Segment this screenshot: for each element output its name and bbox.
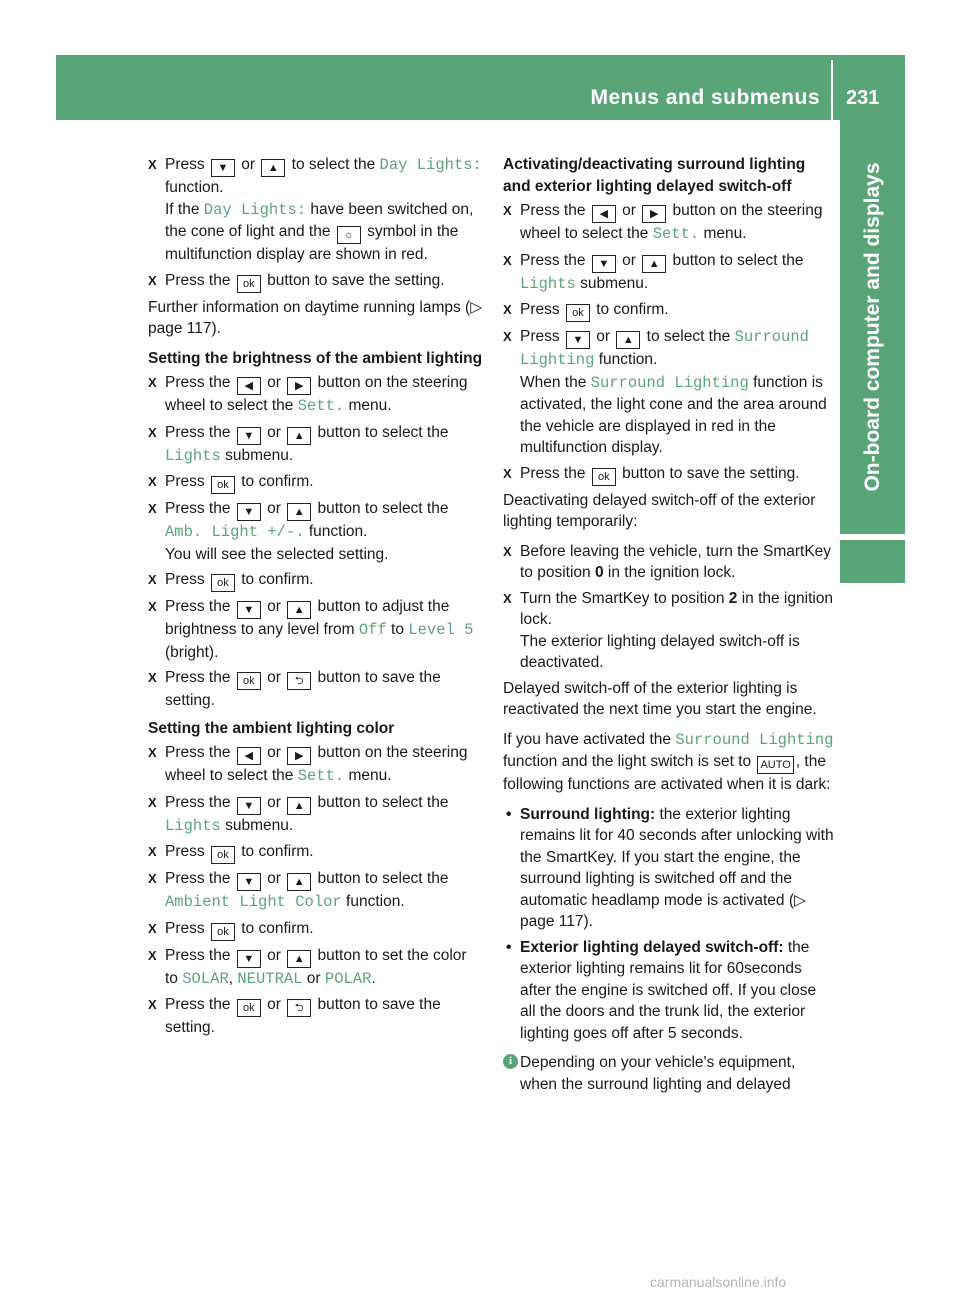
right-icon: ▶ — [287, 747, 311, 765]
down-icon: ▼ — [237, 503, 261, 521]
bullet-item: • Surround lighting: the exterior lighting remains lit for 40 seconds after unlocking with the SmartKey. If you start the engine, the surround lighting is switched off and the automatic headlamp mode is activated (▷ page 117). — [503, 804, 835, 933]
step-item: X Press ok to confirm. — [503, 299, 835, 322]
left-icon: ◀ — [592, 205, 616, 223]
step-item: X Press the ▼ or ▲ button to select the Lights submenu. — [148, 792, 483, 838]
step-item: X Press the ok button to save the setting. — [503, 463, 835, 486]
step-item: X Press the ▼ or ▲ button to select the Lights submenu. — [148, 422, 483, 468]
step-item: X Press the ▼ or ▲ button to select the Ambient Light Color function. — [148, 868, 483, 914]
step-item: X Press the ok button to save the setting. — [148, 270, 483, 293]
section-heading: Activating/deactivating surround lighting and exterior lighting delayed switch-off — [503, 156, 806, 195]
ok-icon: ok — [237, 275, 261, 293]
up-icon: ▲ — [642, 255, 666, 273]
left-icon: ◀ — [237, 377, 261, 395]
right-column — [503, 154, 835, 1095]
down-icon: ▼ — [237, 873, 261, 891]
down-icon: ▼ — [237, 950, 261, 968]
step-item: X Press ok to confirm. — [148, 918, 483, 941]
step-item: X Before leaving the vehicle, turn the SmartKey to position 0 in the ignition lock. — [503, 541, 835, 584]
ok-icon: ok — [211, 846, 235, 864]
step-item: X Press ▼ or ▲ to select the Day Lights: function. If the Day Lights: have been switched on, the cone of light and the ☼ symbol in the multifunction display are shown in red. — [148, 154, 483, 266]
sun-icon: ☼ — [337, 226, 361, 244]
ok-icon: ok — [592, 468, 616, 486]
paragraph: Deactivating delayed switch-off of the exterior lighting temporarily: — [503, 491, 816, 530]
left-icon: ◀ — [237, 747, 261, 765]
down-icon: ▼ — [237, 601, 261, 619]
step-item: X Press the ▼ or ▲ button to select the Amb. Light +/-. function. You will see the selected setting. — [148, 498, 483, 565]
right-icon: ▶ — [287, 377, 311, 395]
up-icon: ▲ — [616, 331, 640, 349]
step-item: X Turn the SmartKey to position 2 in the ignition lock. The exterior lighting delayed switch-off is deactivated. — [503, 588, 835, 674]
up-icon: ▲ — [287, 950, 311, 968]
up-icon: ▲ — [287, 503, 311, 521]
back-icon: ⮌ — [287, 672, 311, 690]
left-column — [148, 154, 483, 1043]
ok-icon: ok — [211, 574, 235, 592]
up-icon: ▲ — [287, 427, 311, 445]
paragraph: If you have activated the Surround Lighting function and the light switch is set to AUTO , the following functions are activated when it is dark: — [503, 730, 834, 793]
up-icon: ▲ — [287, 873, 311, 891]
step-item: X Press the ok or ⮌ button to save the setting. — [148, 667, 483, 712]
step-item: X Press the ok or ⮌ button to save the setting. — [148, 994, 483, 1039]
step-item: X Press the ▼ or ▲ button to adjust the brightness to any level from Off to Level 5 (bright). — [148, 596, 483, 663]
step-item: X Press ok to confirm. — [148, 569, 483, 592]
step-item: X Press ▼ or ▲ to select the Surround Lighting function. When the Surround Lighting function is activated, the light cone and the area around the vehicle are displayed in red in the multifunction display. — [503, 326, 835, 459]
section-heading: Setting the brightness of the ambient lighting — [148, 349, 483, 367]
up-icon: ▲ — [287, 797, 311, 815]
further-info: Further information on daytime running lamps (▷ page 117). — [148, 298, 483, 337]
step-item: X Press the ◀ or ▶ button on the steering wheel to select the Sett. menu. — [148, 372, 483, 418]
ok-icon: ok — [566, 304, 590, 322]
right-icon: ▶ — [642, 205, 666, 223]
side-block — [840, 540, 905, 583]
bullet-item: • Exterior lighting delayed switch-off: the exterior lighting remains lit for 60seconds after the engine is switched off. If you close all the doors and the trunk lid, the exterior lighting goes off after 5 seconds. — [503, 937, 835, 1045]
page-section-title: Menus and submenus — [590, 86, 820, 109]
down-icon: ▼ — [211, 159, 235, 177]
step-item: X Press the ◀ or ▶ button on the steering wheel to select the Sett. menu. — [503, 200, 835, 246]
header-separator — [831, 60, 833, 120]
ok-icon: ok — [237, 672, 261, 690]
ok-icon: ok — [237, 999, 261, 1017]
up-icon: ▲ — [287, 601, 311, 619]
step-item: X Press the ◀ or ▶ button on the steering wheel to select the Sett. menu. — [148, 742, 483, 788]
down-icon: ▼ — [237, 427, 261, 445]
paragraph: Delayed switch-off of the exterior lighting is reactivated the next time you start the engine. — [503, 679, 817, 718]
section-heading: Setting the ambient lighting color — [148, 719, 395, 737]
step-item: X Press the ▼ or ▲ button to select the Lights submenu. — [503, 250, 835, 296]
step-item: X Press the ▼ or ▲ button to set the color to SOLAR, NEUTRAL or POLAR. — [148, 945, 483, 991]
back-icon: ⮌ — [287, 999, 311, 1017]
step-item: X Press ok to confirm. — [148, 471, 483, 494]
info-note: i Depending on your vehicle's equipment, when the surround lighting and delayed — [503, 1052, 835, 1095]
watermark: carmanualsonline.info — [650, 1274, 787, 1290]
down-icon: ▼ — [237, 797, 261, 815]
step-item: X Press ok to confirm. — [148, 841, 483, 864]
down-icon: ▼ — [566, 331, 590, 349]
up-icon: ▲ — [261, 159, 285, 177]
side-tab-label: On-board computer and displays — [861, 162, 884, 492]
ok-icon: ok — [211, 923, 235, 941]
down-icon: ▼ — [592, 255, 616, 273]
ok-icon: ok — [211, 476, 235, 494]
auto-icon: AUTO — [757, 756, 793, 774]
info-icon: i — [503, 1054, 518, 1069]
page-number: 231 — [846, 87, 880, 109]
